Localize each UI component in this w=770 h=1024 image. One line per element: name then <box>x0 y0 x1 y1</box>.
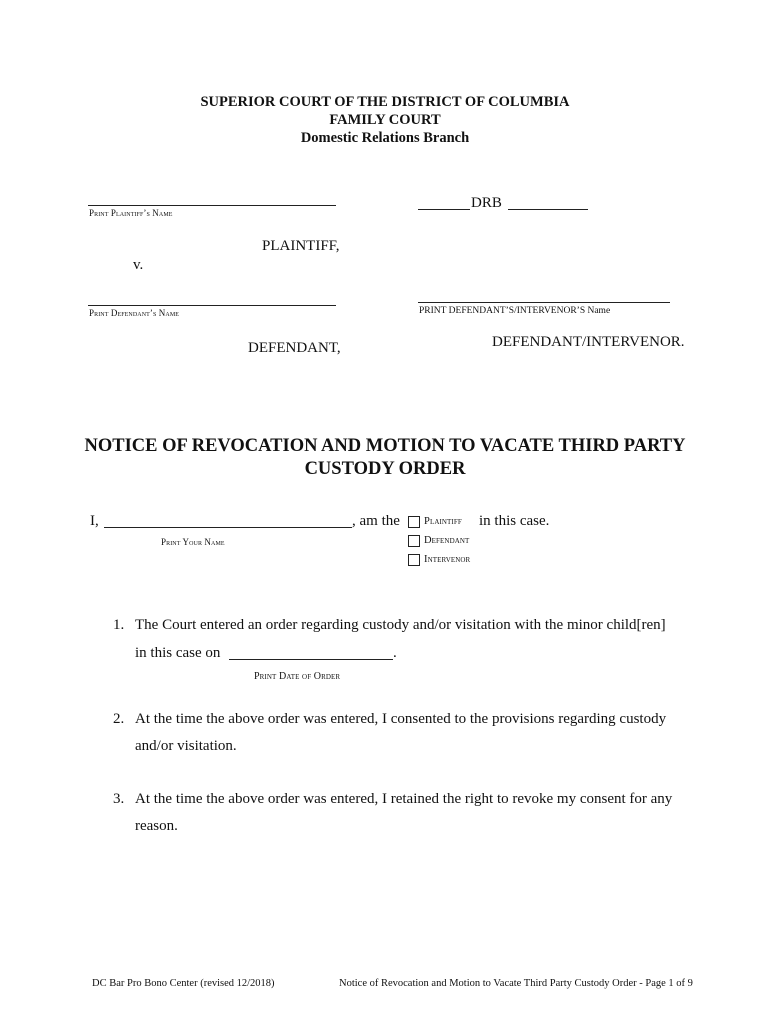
order-date-label: Print Date of Order <box>254 671 341 682</box>
case-number-line[interactable] <box>508 209 588 210</box>
intervenor-name-line[interactable] <box>418 302 670 303</box>
plaintiff-checkbox[interactable] <box>408 516 420 528</box>
plaintiff-name-line[interactable] <box>88 205 336 206</box>
court-name: SUPERIOR COURT OF THE DISTRICT OF COLUMBIA <box>200 94 570 110</box>
defendant-intervenor-label: DEFENDANT/INTERVENOR. <box>492 334 685 350</box>
footer-right: Notice of Revocation and Motion to Vacate Third Party Custody Order - Page 1 of 9 <box>339 978 693 989</box>
paragraph-2-line1: At the time the above order was entered, I consented to the provisions regarding custody <box>135 711 667 727</box>
document-title-line2: CUSTODY ORDER <box>304 459 466 479</box>
paragraph-1-line1: The Court entered an order regarding custody and/or visitation with the minor child[ren] <box>135 617 666 633</box>
footer-left: DC Bar Pro Bono Center (revised 12/2018) <box>92 978 275 989</box>
paragraph-3-line2: reason. <box>135 818 178 834</box>
defendant-checkbox[interactable] <box>408 535 420 547</box>
intervenor-name-label: PRINT DEFENDANT’S/INTERVENOR’S Name <box>419 306 611 316</box>
paragraph-1-line2-prefix: in this case on <box>135 645 221 661</box>
order-date-line[interactable] <box>229 659 393 660</box>
paragraph-2-line2: and/or visitation. <box>135 738 237 754</box>
intervenor-checkbox[interactable] <box>408 554 420 566</box>
defendant-label: DEFENDANT, <box>248 340 341 356</box>
court-division: FAMILY COURT <box>329 112 441 128</box>
party-statement-prefix: I, <box>90 513 99 529</box>
document-title-line1: NOTICE OF REVOCATION AND MOTION TO VACATE THIRD PARTY <box>84 436 686 456</box>
paragraph-3-line1: At the time the above order was entered, I retained the right to revoke my consent for any <box>135 791 673 807</box>
plaintiff-label: PLAINTIFF, <box>262 238 340 254</box>
court-branch: Domestic Relations Branch <box>300 130 470 146</box>
defendant-option-label: Defendant <box>424 535 470 546</box>
plaintiff-name-label: Print Plaintiff’s Name <box>89 208 173 218</box>
your-name-line[interactable] <box>104 527 352 528</box>
paragraph-number: 2. <box>113 711 125 727</box>
party-statement-middle: , am the <box>352 513 400 529</box>
intervenor-option-label: Intervenor <box>424 554 471 565</box>
your-name-label: Print Your Name <box>161 537 225 547</box>
versus-label: v. <box>133 257 144 273</box>
defendant-name-line[interactable] <box>88 305 336 306</box>
plaintiff-option-label: Plaintiff <box>424 516 462 527</box>
defendant-name-label: Print Defendant’s Name <box>89 308 180 318</box>
paragraph-number: 1. <box>113 617 125 633</box>
case-number-prefix-line[interactable] <box>418 209 470 210</box>
case-number-label: DRB <box>471 195 502 211</box>
party-statement-suffix: in this case. <box>479 513 550 529</box>
paragraph-number: 3. <box>113 791 125 807</box>
paragraph-1-line2-suffix: . <box>393 645 397 661</box>
